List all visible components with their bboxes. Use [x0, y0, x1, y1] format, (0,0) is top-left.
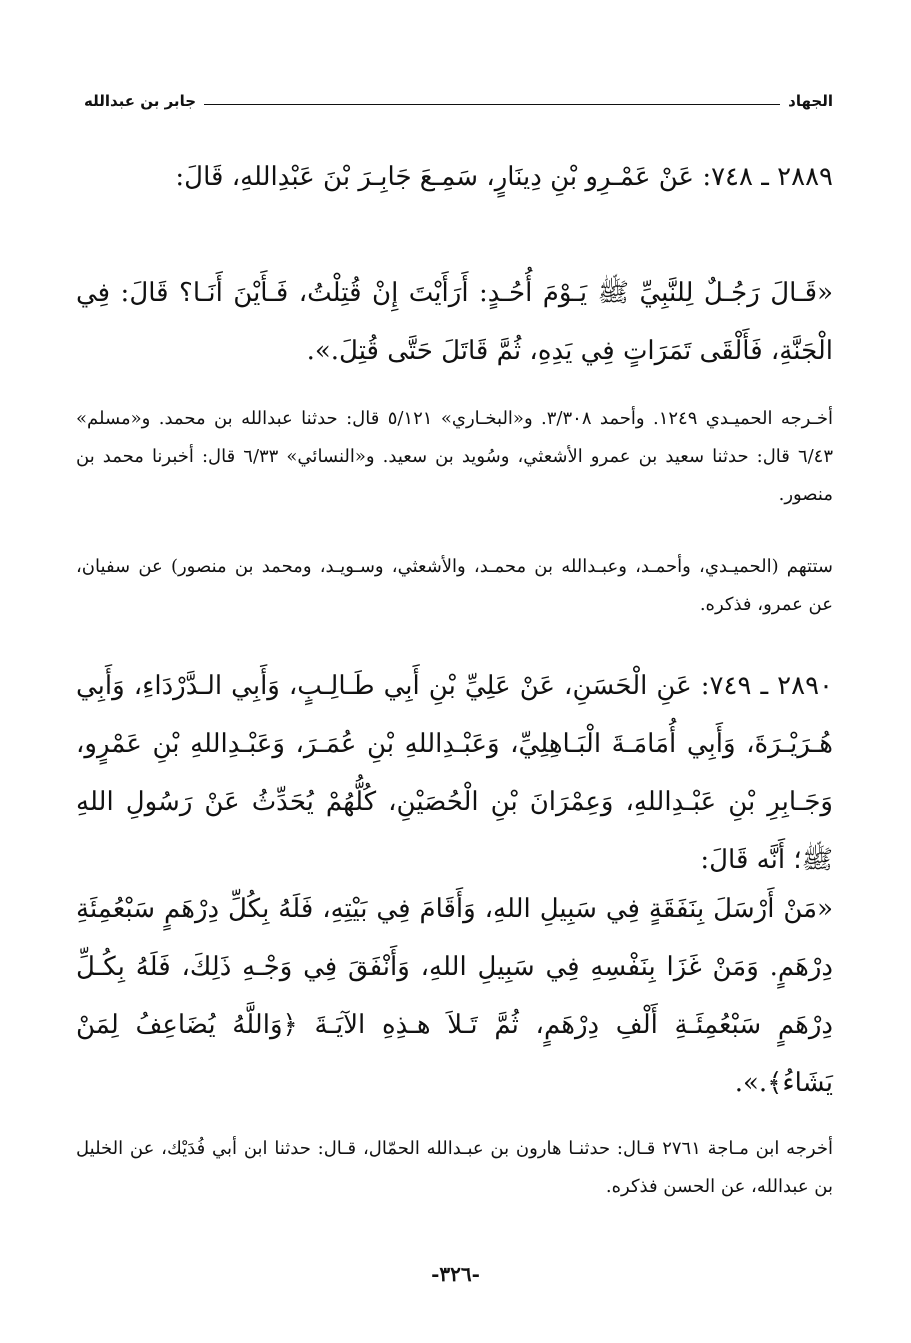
running-header [84, 92, 833, 110]
header-rule [204, 104, 780, 105]
hadith-2889-summary: ستتهم (الحميـدي، وأحمـد، وعبـدالله بن محمـد، والأشعثي، وسـويـد، ومحمد بن منصور) عن سفيان، عن عمرو، فذكره. [76, 556, 833, 615]
page-number: -٣٢٦- [431, 1262, 480, 1286]
hadith-2890-takhrij: أخرجه ابن مـاجة ٢٧٦١ قـال: حدثنـا هارون بن عبـدالله الحمّال، قـال: حدثنا ابن أبي فُدَيْك، عن الخليل بن عبدالله، عن الحسن فذكره. [76, 1138, 833, 1197]
hadith-2889-matn: «قَـالَ رَجُـلٌ لِلنَّبِيِّ ﷺ يَـوْمَ أُحُـدٍ: أَرَأَيْتَ إِنْ قُتِلْتُ، فَـأَيْنَ أَنَـا؟ قَالَ: فِي الْجَنَّةِ، فَأَلْقَى تَمَرَاتٍ فِي يَدِهِ، ثُمَّ قَاتَلَ حَتَّى قُتِلَ.». [76, 278, 833, 366]
hadith-2889-takhrij: أخـرجه الحميـدي ١٢٤٩. وأحمد ٣/٣٠٨. و«البخـاري» ٥/١٢١ قال: حدثنا عبدالله بن محمد. و«مسلم» ٦/٤٣ قال: حدثنا سعيد بن عمرو الأشعثي، وسُويد بن سعيد. و«النسائي» ٦/٣٣ قال: أخبرنا محمد بن منصور. [76, 408, 834, 505]
hadith-2890-matn: «مَنْ أَرْسَلَ بِنَفَقَةٍ فِي سَبِيلِ اللهِ، وَأَقَامَ فِي بَيْتِهِ، فَلَهُ بِكُلِّ دِرْهَمٍ سَبْعُمِئَةِ دِرْهَمٍ. وَمَنْ غَزَا بِنَفْسِهِ فِي سَبِيلِ اللهِ، وَأَنْفَقَ فِي وَجْـهِ ذَلِكَ، فَلَهُ بِكُـلِّ دِرْهَمٍ سَبْعُمِئَـةِ أَلْفِ دِرْهَمٍ، ثُمَّ تَـلاَ هـذِهِ الآيَـةَ ﴿وَاللَّهُ يُضَاعِفُ لِمَنْ يَشَاءُ﴾.». [76, 894, 833, 1098]
header-chapter: الجهاد [788, 92, 833, 110]
hadith-2890-isnad: ٢٨٩٠ ـ ٧٤٩: عَنِ الْحَسَنِ، عَنْ عَلِيِّ بْنِ أَبِي طَـالِـبٍ، وَأَبِي الـدَّرْدَاءِ، وَأَبِي هُـرَيْـرَةَ، وَأَبِي أُمَامَـةَ الْبَـاهِلِيِّ، وَعَبْـدِاللهِ بْنِ عُمَـرَ، وَعَبْـدِاللهِ بْنِ عَمْرٍو، وَجَـابِرِ بْنِ عَبْـدِاللهِ، وَعِمْرَانَ بْنِ الْحُصَيْنِ، كُلُّهُمْ يُحَدِّثُ عَنْ رَسُولِ اللهِ ﷺ؛ أَنَّه قَالَ: [76, 671, 833, 875]
hadith-2889-isnad: ٢٨٨٩ ـ ٧٤٨: عَنْ عَمْـرِو بْنِ دِينَارٍ، سَمِـعَ جَابِـرَ بْنَ عَبْدِاللهِ، قَالَ: [175, 162, 833, 192]
header-narrator: جابر بن عبدالله [84, 92, 197, 110]
